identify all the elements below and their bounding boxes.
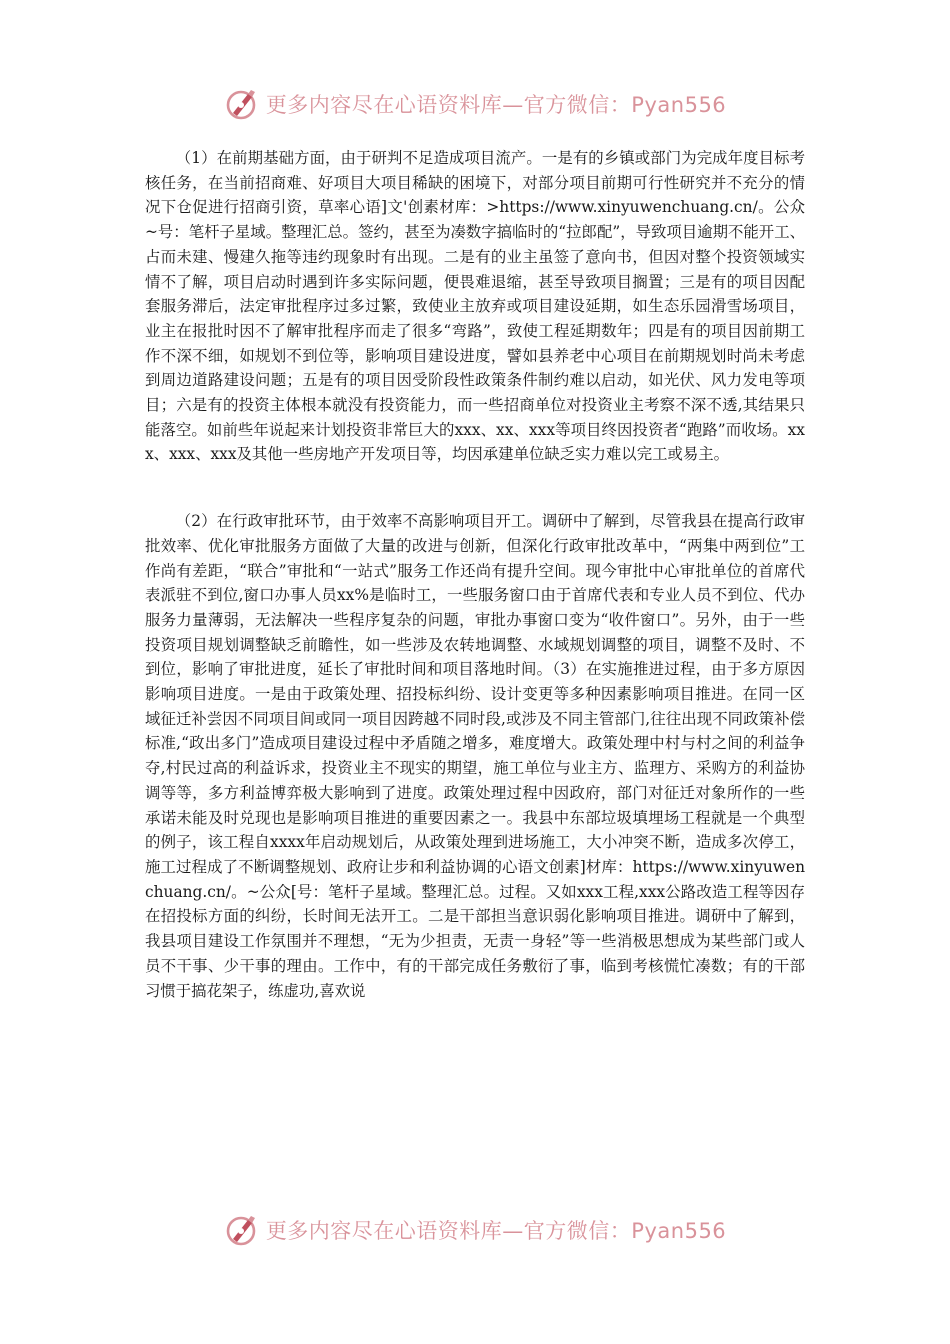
pen-circle-logo-icon: [224, 86, 260, 122]
pen-circle-logo-icon: [224, 1212, 260, 1248]
footer-banner-inner: [224, 1212, 726, 1248]
document-body: [145, 146, 805, 1003]
header-banner-text: 更多内容尽在心语资料库—官方微信：Pyan556: [265, 93, 727, 117]
paragraph-2: （2）在行政审批环节，由于效率不高影响项目开工。调研中了解到，尽管我县在提高行政审批效率、优化审批服务方面做了大量的改进与创新，但深化行政审批改革中，“两集中两到位”工作尚有差距，“联合”审批和“一站式”服务工作还尚有提升空间。现今审批中心审批单位的首席代表派驻不到位,窗口办事人员xx%是临时工，一些服务窗口由于首席代表和专业人员不到位、代办服务力量薄弱，无法解决一些程序复杂的问题，审批办事窗口变为“收件窗口”。另外，由于一些投资项目规划调整缺乏前瞻性，如一些涉及农转地调整、水域规划调整的项目，调整不及时、不到位，影响了审批进度，延长了审批时间和项目落地时间。（3）在实施推进过程，由于多方原因影响项目进度。一是由于政策处理、招投标纠纷、设计变更等多种因素影响项目推进。在同一区域征迁补尝因不同项目间或同一项目因跨越不同时段,或涉及不同主管部门,往往出现不同政策补偿标准,“政出多门”造成项目建设过程中矛盾随之增多，难度增大。政策处理中村与村之间的利益争夺,村民过高的利益诉求，投资业主不现实的期望，施工单位与业主方、监理方、采购方的利益协调等等，多方利益博弈极大影响到了进度。政策处理过程中因政府，部门对征迁对象所作的一些承诺未能及时兑现也是影响项目推进的重要因素之一。我县中东部垃圾填埋场工程就是一个典型的例子，该工程自xxxx年启动规划后，从政策处理到进场施工，大小冲突不断，造成多次停工，施工过程成了不断调整规划、政府让步和利益协调的心语文创素]材库：https://www.xinyuwenchuang.cn/。~公众[号：笔杆子星域。整理汇总。过程。又如xxx工程,xxx公路改造工程等因存在招投标方面的纠纷，长时间无法开工。二是干部担当意识弱化影响项目推进。调研中了解到，我县项目建设工作氛围并不理想，“无为少担责，无责一身轻”等一些消极思想成为某些部门或人员不干事、少干事的理由。工作中，有的干部完成任务敷衍了事，临到考核慌忙凑数；有的干部习惯于搞花架子，练虚功,喜欢说: [145, 512, 805, 1000]
paragraph-1: （1）在前期基础方面，由于研判不足造成项目流产。一是有的乡镇或部门为完成年度目标考核任务，在当前招商难、好项目大项目稀缺的困境下，对部分项目前期可行性研究并不充分的情况下仓促进行招商引资，草率心语]文'创素材库：>https://www.xinyuwenchuang.cn/。公众~号：笔杆子星域。整理汇总。签约，甚至为凑数字搞临时的“拉郎配”，导致项目逾期不能开工、占而未建、慢建久拖等违约现象时有出现。二是有的业主虽签了意向书，但因对整个投资领域实情不了解，项目启动时遇到许多实际问题，便畏难退缩，甚至导致项目搁置；三是有的项目因配套服务滞后，法定审批程序过多过繁，致使业主放弃或项目建设延期，如生态乐园滑雪场项目，业主在报批时因不了解审批程序而走了很多“弯路”，致使工程延期数年；四是有的项目因前期工作不深不细，如规划不到位等，影响项目建设进度，譬如县养老中心项目在前期规划时尚未考虑到周边道路建设问题；五是有的项目因受阶段性政策条件制约难以启动，如光伏、风力发电等项目；六是有的投资主体根本就没有投资能力，而一些招商单位对投资业主考察不深不透,其结果只能落空。如前些年说起来计划投资非常巨大的xxx、xx、xxx等项目终因投资者“跑路”而收场。xxx、xxx、xxx及其他一些房地产开发项目等，均因承建单位缺乏实力难以完工或易主。: [145, 149, 805, 464]
header-banner-inner: [224, 86, 726, 122]
footer-banner-text: 更多内容尽在心语资料库—官方微信：Pyan556: [265, 1219, 727, 1243]
header-banner: [0, 82, 950, 126]
footer-banner: [0, 1208, 950, 1252]
